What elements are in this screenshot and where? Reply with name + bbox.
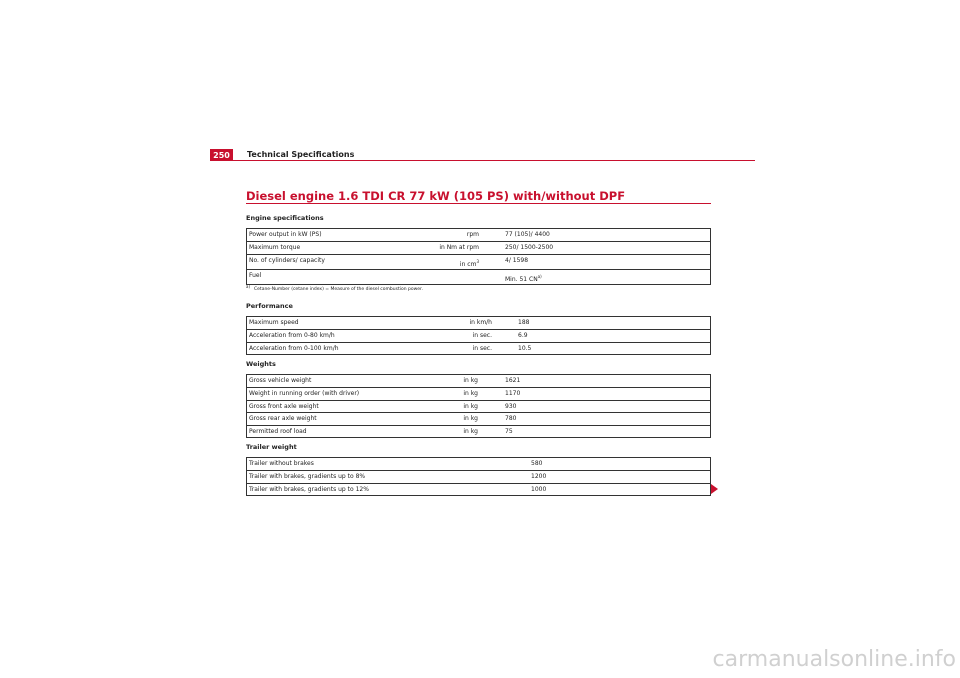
row-unit [407, 484, 505, 495]
performance-table [246, 316, 711, 355]
row-value [479, 270, 710, 284]
row-label: Permitted roof load [249, 427, 307, 435]
section-divider [246, 203, 711, 204]
table-row [247, 400, 710, 412]
unit-text: in cm [459, 260, 477, 268]
footnote [246, 286, 423, 292]
row-value: 1200 [531, 473, 547, 481]
row-unit: in Nm at rpm [439, 244, 479, 252]
row-label: Acceleration from 0-100 km/h [249, 344, 339, 352]
table-row [247, 269, 710, 284]
engine-specs-table [246, 228, 711, 285]
table-row [247, 458, 710, 470]
row-value: 930 [505, 402, 517, 410]
table-row [247, 241, 710, 253]
row-value: 77 (105)/ 4400 [505, 231, 550, 238]
performance-heading: Performance [246, 302, 293, 310]
row-value: 75 [505, 427, 513, 435]
footnote-marker: a) [246, 284, 251, 289]
table-row [247, 412, 710, 424]
row-unit [407, 458, 505, 470]
row-unit: in km/h [469, 319, 492, 326]
value-text: Min. 51 CN [505, 275, 538, 283]
row-unit: in sec. [472, 344, 492, 352]
row-label: Gross rear axle weight [249, 415, 317, 423]
next-page-arrow-icon[interactable] [711, 484, 718, 494]
row-unit: in kg [463, 377, 478, 384]
table-row [247, 254, 710, 269]
row-value: 1621 [505, 377, 521, 384]
row-value: 250/ 1500-2500 [505, 244, 554, 252]
row-label: Trailer without brakes [249, 460, 314, 467]
row-unit: in kg [463, 427, 478, 435]
row-value: 1000 [531, 485, 547, 493]
row-unit [407, 255, 479, 269]
section-title: Diesel engine 1.6 TDI CR 77 kW (105 PS) with/without DPF [246, 189, 626, 203]
weights-heading: Weights [246, 360, 276, 368]
row-label: Maximum speed [249, 319, 299, 326]
row-unit: in kg [463, 402, 478, 410]
row-label: Acceleration from 0-80 km/h [249, 332, 335, 340]
row-unit [407, 270, 479, 284]
row-label: Gross front axle weight [249, 402, 319, 410]
running-header-title: Technical Specifications [247, 150, 355, 159]
footnote-ref: a) [537, 273, 542, 279]
header-divider [210, 160, 755, 161]
table-row [247, 329, 710, 341]
table-row [247, 470, 710, 482]
row-value: 188 [518, 319, 530, 326]
footnote-text: Cetane-Number (cetane index) = Measure of the diesel combustion power. [254, 287, 423, 292]
row-value: 10.5 [518, 344, 532, 352]
row-label: Power output in kW (PS) [249, 231, 322, 238]
row-unit: in sec. [472, 332, 492, 340]
row-value: 580 [531, 460, 543, 467]
row-label: No. of cylinders/ capacity [249, 256, 325, 264]
row-value: 6.9 [518, 332, 528, 340]
row-label: Trailer with brakes, gradients up to 12% [249, 485, 369, 493]
table-row [247, 317, 710, 329]
row-unit [407, 471, 505, 482]
row-unit: in kg [463, 415, 478, 423]
row-label: Weight in running order (with driver) [249, 390, 360, 398]
row-label: Gross vehicle weight [249, 377, 312, 384]
table-row [247, 342, 710, 354]
row-value: 780 [505, 415, 517, 423]
row-unit: in kg [463, 390, 478, 398]
row-label: Trailer with brakes, gradients up to 8% [249, 473, 366, 481]
table-row [247, 375, 710, 387]
watermark: carmanualsonline.info [712, 647, 956, 672]
row-value: 1170 [505, 390, 521, 398]
table-row [247, 229, 710, 241]
trailer-weight-heading: Trailer weight [246, 443, 297, 451]
unit-superscript: 3 [476, 258, 479, 264]
row-label: Fuel [249, 271, 262, 279]
row-label: Maximum torque [249, 244, 301, 252]
page-number: 250 [210, 149, 233, 161]
engine-specs-heading: Engine specifications [246, 214, 324, 222]
row-value: 4/ 1598 [505, 256, 529, 264]
table-row [247, 425, 710, 437]
row-unit: rpm [466, 231, 479, 238]
table-row [247, 387, 710, 399]
trailer-weight-table [246, 457, 711, 496]
table-row [247, 483, 710, 495]
weights-table [246, 374, 711, 438]
